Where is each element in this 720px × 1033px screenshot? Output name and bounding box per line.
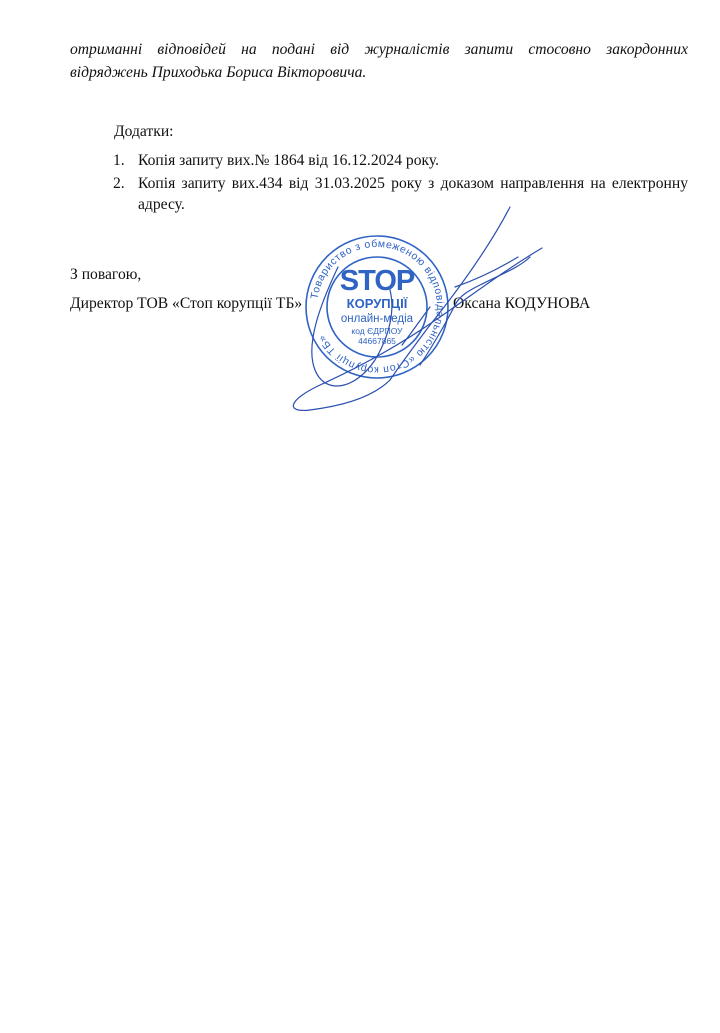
signatory-name: Оксана КОДУНОВА	[453, 295, 591, 312]
list-item-text: Копія запиту вих.434 від 31.03.2025 року з доказом направлення на електронну адресу.	[138, 175, 688, 213]
intro-line-1: отриманні відповідей на подані від журналістів запити стосовно закордонних	[70, 41, 688, 58]
intro-paragraph	[70, 38, 688, 84]
intro-line-2: відряджень Приходька Бориса Вікторовича.	[70, 64, 367, 81]
stamp-inner-ring	[327, 257, 427, 357]
list-item-number: 1.	[113, 152, 125, 169]
stamp-ring-text: Товариство з обмеженою відповідальністю «Стоп корупції ТБ»	[308, 237, 447, 377]
attachments-list	[113, 150, 688, 217]
list-item	[113, 173, 688, 215]
stamp-logo-top: STOP	[339, 265, 415, 297]
list-item-number: 2.	[113, 175, 125, 192]
stamp-code-label: код ЄДРПОУ	[351, 326, 403, 336]
stamp-outer-ring	[306, 236, 448, 378]
stamp-media-text: онлайн-медіа	[340, 313, 414, 325]
list-item-text: Копія запиту вих.№ 1864 від 16.12.2024 року.	[138, 152, 439, 169]
signatory-role: Директор ТОВ «Стоп корупції ТБ»	[70, 295, 303, 312]
stamp-code-value: 44667865	[358, 336, 396, 346]
attachments-heading: Додатки:	[114, 123, 174, 140]
stamp-logo-bottom: КОРУПЦІЇ	[346, 296, 408, 311]
closing-phrase: З повагою,	[70, 266, 142, 283]
list-item	[113, 150, 688, 171]
